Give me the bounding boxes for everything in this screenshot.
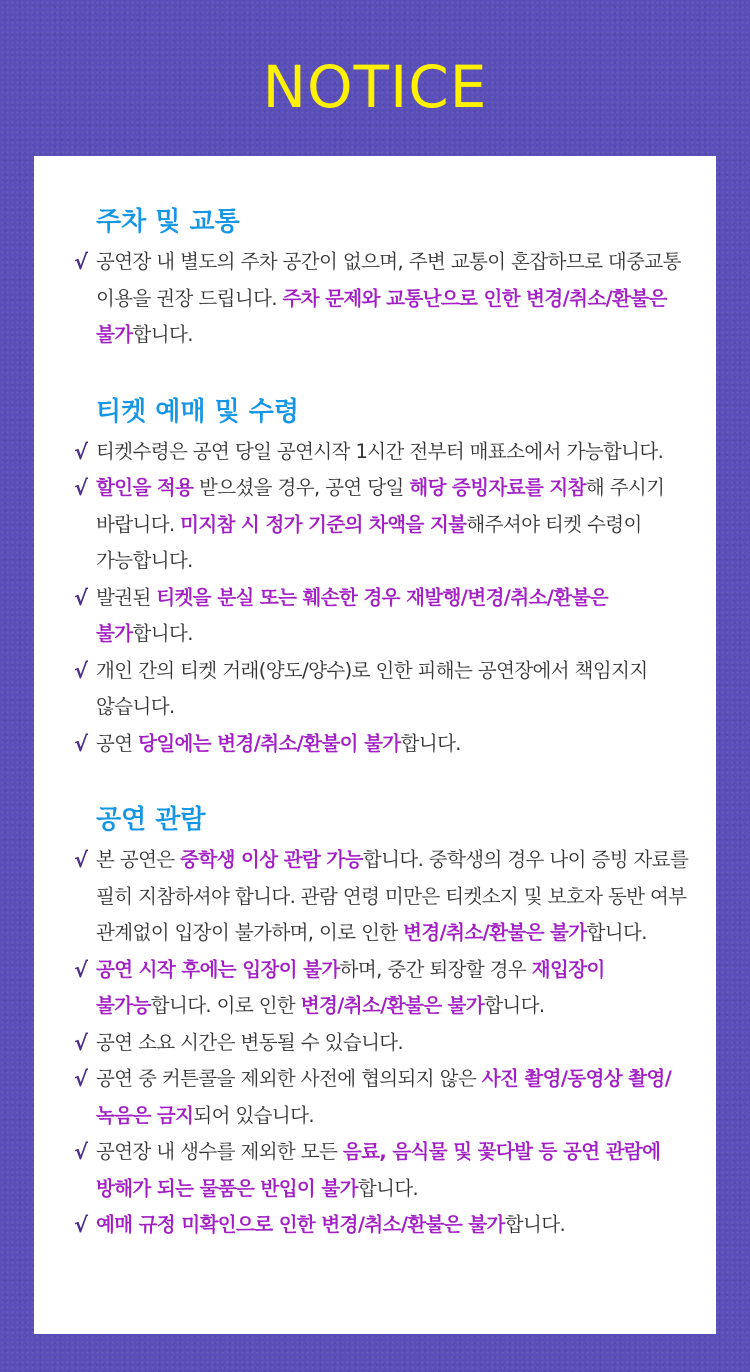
notice-item — [74, 653, 692, 726]
item-list — [74, 244, 692, 354]
highlight-text: 음료, 음식물 및 꽃다발 등 공연 관람에 방해가 되는 물품은 반입이 불가 — [96, 1140, 661, 1200]
notice-text-run: 합니다. 이로 인한 — [150, 994, 301, 1017]
check-icon: √ — [74, 658, 89, 683]
highlight-text: 미지참 시 정가 기준의 차액을 지불 — [180, 512, 467, 536]
notice-text-run: 발권된 — [96, 585, 157, 609]
check-icon: √ — [74, 476, 89, 500]
notice-item — [74, 842, 692, 952]
section-title: 공연 관람 — [96, 805, 206, 835]
notice-text-run: 공연 중 커튼콜을 제외한 사전에 협의되지 않은 — [96, 1067, 482, 1090]
notice-text — [96, 580, 692, 653]
notice-item — [74, 244, 692, 354]
notice-text — [96, 952, 692, 1025]
notice-text-run: 합니다. 중학생의 경우 나이 증빙 자료를 필히 지참하셔야 합니다. 관람 연령 미만은 티켓소지 및 보호자 동반 여부 관계없이 입장이 불가하며, 이로 인한 — [96, 848, 689, 944]
notice-item — [74, 1207, 692, 1244]
highlight-text: 중학생 이상 관람 가능 — [180, 848, 363, 871]
notice-text-run: 공연 — [96, 731, 139, 755]
notice-text-run: 되어 있습니다. — [193, 1103, 314, 1127]
notice-text — [96, 1061, 692, 1134]
highlight-text: 변경/취소/환불은 불가 — [403, 921, 587, 944]
notice-item — [74, 434, 692, 471]
notice-text-run: 공연장 내 별도의 주차 공간이 없으며, 주변 교통이 혼잡하므로 대중교통 이용을 권장 드립니다. — [96, 250, 681, 310]
check-icon: √ — [74, 848, 89, 872]
notice-item — [74, 726, 692, 763]
notice-item — [74, 952, 692, 1025]
notice-text-run: 해 주시기 바랍니다. — [96, 476, 665, 536]
notice-item — [74, 470, 692, 580]
page-title: NOTICE — [262, 53, 488, 121]
notice-item — [74, 1061, 692, 1134]
check-icon: √ — [74, 250, 89, 274]
section-title: 티켓 예매 및 수령 — [96, 396, 299, 427]
check-icon: √ — [74, 1140, 89, 1164]
section-title: 주차 및 교통 — [96, 207, 240, 237]
item-list — [74, 842, 692, 1244]
highlight-text: 해당 증빙자료를 지참 — [409, 476, 586, 499]
check-icon: √ — [74, 1213, 89, 1237]
check-icon: √ — [74, 731, 89, 756]
highlight-text: 할인을 적용 — [96, 476, 194, 499]
notice-text-run: 하며, 중간 퇴장할 경우 — [339, 957, 532, 981]
section-ticket — [74, 394, 692, 763]
check-icon: √ — [74, 957, 89, 982]
check-icon: √ — [74, 1067, 89, 1091]
notice-text-run: 본 공연은 — [96, 848, 181, 871]
notice-text-run: 합니다. — [586, 921, 647, 944]
item-list — [74, 434, 692, 763]
notice-text — [96, 726, 692, 763]
notice-text — [96, 653, 692, 726]
notice-text-run: 공연 소요 시간은 변동될 수 있습니다. — [96, 1030, 404, 1054]
highlight-text: 변경/취소/환불은 불가 — [300, 994, 485, 1017]
notice-text — [96, 1207, 692, 1244]
notice-item — [74, 1025, 692, 1062]
check-icon: √ — [74, 439, 89, 464]
highlight-text: 티켓을 분실 또는 훼손한 경우 재발행/변경/취소/환불은 불가 — [96, 585, 609, 645]
notice-text — [96, 842, 692, 952]
highlight-text: 당일에는 변경/취소/환불이 불가 — [138, 731, 401, 755]
check-icon: √ — [74, 585, 89, 610]
highlight-text: 재입장이 불가능 — [96, 957, 605, 1017]
check-icon: √ — [74, 1030, 89, 1055]
notice-text — [96, 244, 692, 354]
notice-text-run: 해주셔야 티켓 수령이 가능합니다. — [96, 512, 642, 572]
notice-text-run: 합니다. — [504, 1213, 566, 1236]
section-parking — [74, 204, 692, 354]
notice-panel — [34, 156, 716, 1334]
section-viewing — [74, 802, 692, 1244]
notice-text-run: 개인 간의 티켓 거래(양도/양수)로 인한 피해는 공연장에서 책임지지 않습니다. — [96, 658, 648, 718]
highlight-text: 예매 규정 미확인으로 인한 변경/취소/환불은 불가 — [96, 1213, 505, 1236]
notice-text-run: 합니다. — [132, 622, 193, 645]
highlight-text: 사진 촬영/동영상 촬영/녹음은 금지 — [96, 1067, 672, 1127]
notice-text — [96, 1025, 692, 1062]
notice-text-run: 티켓수령은 공연 당일 공연시작 1시간 전부터 매표소에서 가능합니다. — [96, 439, 664, 463]
highlight-text: 주차 문제와 교통난으로 인한 변경/취소/환불은 불가 — [96, 286, 667, 346]
notice-text — [96, 434, 692, 471]
notice-item — [74, 580, 692, 653]
notice-text-run: 합니다. — [132, 323, 193, 346]
notice-text-run: 합니다. — [484, 994, 545, 1017]
notice-text — [96, 470, 692, 580]
notice-text-run: 받으셨을 경우, 공연 당일 — [193, 476, 410, 499]
notice-item — [74, 1134, 692, 1207]
notice-text-run: 합니다. — [400, 731, 461, 755]
notice-text-run: 합니다. — [357, 1176, 419, 1200]
highlight-text: 공연 시작 후에는 입장이 불가 — [96, 957, 340, 981]
notice-text-run: 공연장 내 생수를 제외한 모든 — [96, 1140, 343, 1163]
notice-text — [96, 1134, 692, 1207]
